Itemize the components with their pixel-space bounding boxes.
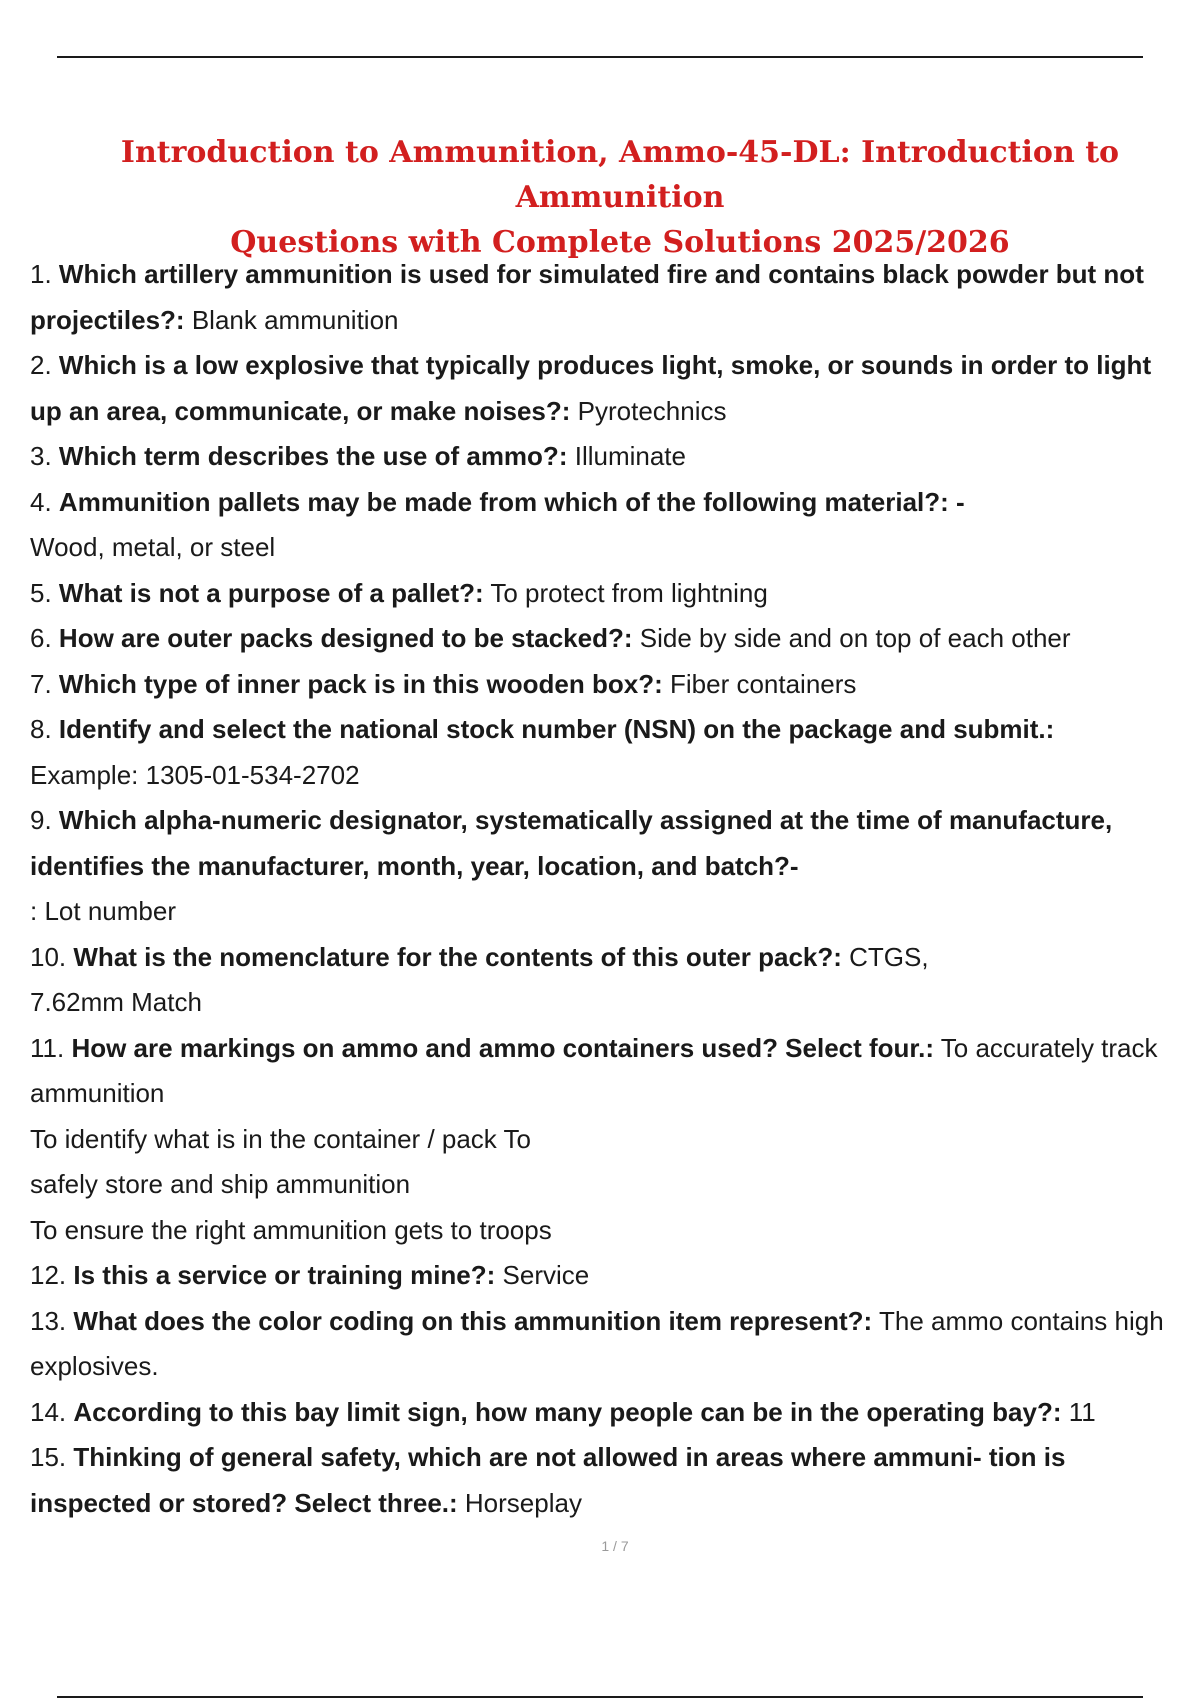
question-item-10 bbox=[30, 935, 1180, 1026]
question-item-12 bbox=[30, 1253, 1180, 1299]
answer-text: Fiber containers bbox=[669, 668, 857, 699]
question-text: What is not a purpose of a pallet?: bbox=[58, 577, 484, 608]
question-number: 13. bbox=[30, 1305, 67, 1336]
answer-text: Horseplay bbox=[464, 1487, 582, 1518]
answer-text: : Lot number bbox=[30, 896, 176, 926]
answer-text: Service bbox=[502, 1260, 590, 1290]
answer-extra-line: safely store and ship ammunition bbox=[30, 1169, 411, 1199]
question-number: 4. bbox=[30, 486, 52, 517]
question-text: What is the nomenclature for the contents of this outer pack?: bbox=[73, 941, 842, 972]
question-item-15 bbox=[30, 1435, 1180, 1526]
question-number: 14. bbox=[30, 1396, 67, 1427]
question-item-2 bbox=[30, 343, 1180, 434]
question-text: How are markings on ammo and ammo containers used? Select four.: bbox=[71, 1032, 934, 1063]
question-item-6 bbox=[30, 616, 1180, 662]
title-line-1: Introduction to Ammunition, Ammo-45-DL: Introduction to Ammunition bbox=[120, 135, 1120, 215]
question-number: 12. bbox=[30, 1260, 67, 1290]
answer-text-continued: 7.62mm Match bbox=[30, 987, 202, 1017]
question-number: 1. bbox=[30, 259, 52, 289]
question-item-1 bbox=[30, 252, 1180, 343]
question-item-8 bbox=[30, 707, 1180, 798]
question-text: How are outer packs designed to be stacked?: bbox=[58, 623, 633, 653]
answer-text: CTGS, bbox=[849, 941, 929, 972]
bottom-rule bbox=[57, 1696, 1143, 1698]
title-line-2: Questions with Complete Solutions 2025/2026 bbox=[230, 225, 1010, 260]
answer-text: To accurately track ammunition bbox=[30, 1032, 1158, 1108]
question-item-4 bbox=[30, 480, 1180, 571]
question-number: 5. bbox=[30, 577, 52, 608]
question-item-7 bbox=[30, 662, 1180, 708]
question-list bbox=[30, 252, 1180, 1526]
question-item-5 bbox=[30, 571, 1180, 617]
answer-text: To protect from lightning bbox=[490, 577, 768, 608]
answer-text: The ammo contains high explosives. bbox=[30, 1305, 1164, 1381]
question-text: Thinking of general safety, which are not allowed in areas where ammuni- tion is inspected or stored? Select three.: bbox=[30, 1442, 1066, 1518]
question-number: 6. bbox=[30, 623, 52, 653]
question-item-3 bbox=[30, 434, 1180, 480]
page-number: 1 / 7 bbox=[601, 1538, 629, 1554]
question-number: 2. bbox=[30, 350, 52, 380]
answer-text: Side by side and on top of each other bbox=[639, 623, 1071, 653]
question-item-11 bbox=[30, 1026, 1180, 1254]
top-rule bbox=[57, 56, 1143, 58]
question-text: Which term describes the use of ammo?: bbox=[58, 441, 568, 471]
question-text: Which is a low explosive that typically produces light, smoke, or sounds in order to light up an area, communicate, or make noises?: bbox=[30, 350, 1152, 426]
answer-text: Wood, metal, or steel bbox=[30, 532, 276, 562]
question-number: 8. bbox=[30, 714, 52, 744]
answer-extra-line: To identify what is in the container / pack To bbox=[30, 1123, 532, 1154]
question-number: 3. bbox=[30, 441, 52, 471]
question-item-13 bbox=[30, 1299, 1180, 1390]
question-number: 10. bbox=[30, 941, 67, 972]
answer-text: Illuminate bbox=[574, 441, 686, 471]
document-title bbox=[30, 130, 1200, 265]
question-text: What does the color coding on this ammunition item represent?: bbox=[73, 1305, 873, 1336]
question-text: Identify and select the national stock number (NSN) on the package and submit.: bbox=[58, 714, 1055, 744]
question-text: According to this bay limit sign, how many people can be in the operating bay?: bbox=[73, 1396, 1062, 1427]
question-number: 15. bbox=[30, 1442, 67, 1472]
question-number: 11. bbox=[30, 1032, 65, 1063]
answer-text: Pyrotechnics bbox=[577, 395, 727, 426]
question-number: 9. bbox=[30, 805, 52, 835]
question-item-14 bbox=[30, 1390, 1180, 1436]
question-text: Ammunition pallets may be made from which of the following material?: - bbox=[58, 486, 965, 517]
question-text: Is this a service or training mine?: bbox=[73, 1260, 496, 1290]
question-number: 7. bbox=[30, 668, 52, 699]
question-text: Which artillery ammunition is used for simulated fire and contains black powder but not projectiles?: bbox=[30, 259, 1144, 335]
answer-text: Blank ammunition bbox=[191, 304, 399, 335]
question-text: Which type of inner pack is in this wooden box?: bbox=[58, 668, 663, 699]
question-item-9 bbox=[30, 798, 1180, 935]
question-text: Which alpha-numeric designator, systematically assigned at the time of manufacture, identifies the manufacturer, month, year, location, and batch?- bbox=[30, 805, 1113, 881]
answer-text: 11 bbox=[1068, 1396, 1096, 1427]
answer-text: Example: 1305-01-534-2702 bbox=[30, 759, 360, 790]
answer-extra-line: To ensure the right ammunition gets to troops bbox=[30, 1214, 552, 1245]
